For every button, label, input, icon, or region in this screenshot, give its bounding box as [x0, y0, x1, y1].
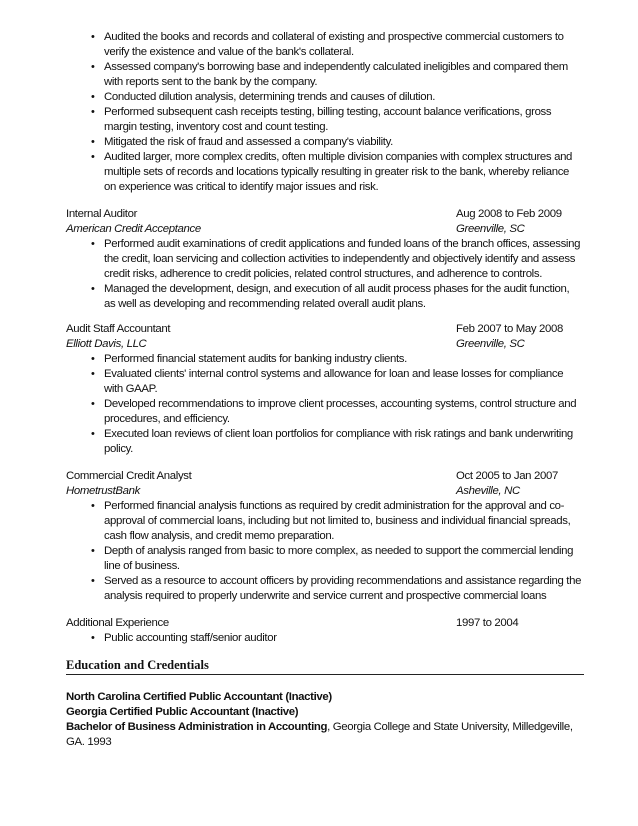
bullet-item: • Audited the books and records and collateral of existing and prospective commercial customers to verify the existence and value of the bank's collateral. [66, 30, 582, 60]
job-title: Commercial Credit Analyst [66, 470, 192, 482]
bullet-item: • Mitigated the risk of fraud and assessed a company's viability. [66, 135, 582, 150]
bullet-item: • Performed subsequent cash receipts testing, billing testing, account balance verifications, gross margin testing, inventory cost and count testing. [66, 105, 582, 135]
bullet-item: • Assessed company's borrowing base and independently calculated ineligibles and compared them with reports sent to the bank by the company. [66, 60, 582, 90]
job-commercial-credit-analyst [66, 469, 582, 604]
job-title: Audit Staff Accountant [66, 323, 171, 335]
degree-line [66, 720, 582, 750]
job-dates: 1997 to 2004 [456, 617, 519, 629]
bullet-item: • Performed financial analysis functions as required by credit administration for the approval and co-approval of commercial loans, including but not limited to, business and individual financial spreads, cash flow analysis, and credit memo preparation. [66, 499, 582, 544]
job-dates: Feb 2007 to May 2008 [456, 323, 563, 335]
job-title: Internal Auditor [66, 208, 138, 220]
job-audit-staff-accountant [66, 322, 582, 457]
section-title-education: Education and Credentials [66, 658, 584, 675]
bullet-item: • Performed audit examinations of credit applications and funded loans of the branch offices, assessing the credit, loan servicing and collection activities to independently and objectively identify and assess credit risks, adherence to credit policies, related control structures, and adherence to controls. [66, 237, 582, 282]
bullet-item: • Managed the development, design, and execution of all audit process phases for the audit function, as well as developing and recommending related overall audit plans. [66, 282, 582, 312]
additional-experience [66, 616, 582, 646]
bullet-item: • Public accounting staff/senior auditor [66, 631, 582, 646]
job-title: Additional Experience [66, 617, 169, 629]
degree-details: , Georgia College and State University, Milledgeville, GA. 1993 [66, 721, 573, 748]
bullet-item: • Depth of analysis ranged from basic to more complex, as needed to support the commercial lending line of business. [66, 544, 582, 574]
job-company: Elliott Davis, LLC [66, 338, 147, 350]
job-location: Greenville, SC [456, 338, 525, 350]
bullet-item: • Executed loan reviews of client loan portfolios for compliance with risk ratings and bank underwriting policy. [66, 427, 582, 457]
bullet-item: • Evaluated clients' internal control systems and allowance for loan and lease losses for compliance with GAAP. [66, 367, 582, 397]
bullet-item: • Performed financial statement audits for banking industry clients. [66, 352, 582, 367]
job-location: Greenville, SC [456, 223, 525, 235]
bullet-item: • Conducted dilution analysis, determining trends and causes of dilution. [66, 90, 582, 105]
bullet-item: • Developed recommendations to improve client processes, accounting systems, control structure and procedures, and efficiency. [66, 397, 582, 427]
job-location: Asheville, NC [456, 485, 520, 497]
credentials [66, 690, 582, 750]
job-dates: Oct 2005 to Jan 2007 [456, 470, 558, 482]
degree-name: Bachelor of Business Administration in Accounting [66, 721, 328, 733]
bullet-item: • Served as a resource to account officers by providing recommendations and assistance regarding the analysis required to properly underwrite and service current and prospective commercial loans [66, 574, 582, 604]
job-company: American Credit Acceptance [66, 223, 201, 235]
credential-nc-cpa: North Carolina Certified Public Accountant (Inactive) [66, 691, 332, 703]
job-internal-auditor [66, 207, 582, 312]
credential-ga-cpa: Georgia Certified Public Accountant (Inactive) [66, 706, 299, 718]
job-dates: Aug 2008 to Feb 2009 [456, 208, 562, 220]
job-company: HometrustBank [66, 485, 140, 497]
previous-job-bullets [66, 30, 582, 195]
bullet-item: • Audited larger, more complex credits, often multiple division companies with complex structures and multiple sets of records and locations typically resulting in greater risk to the bank, whereby reliance on experience was critical to identify major issues and risk. [66, 150, 582, 195]
